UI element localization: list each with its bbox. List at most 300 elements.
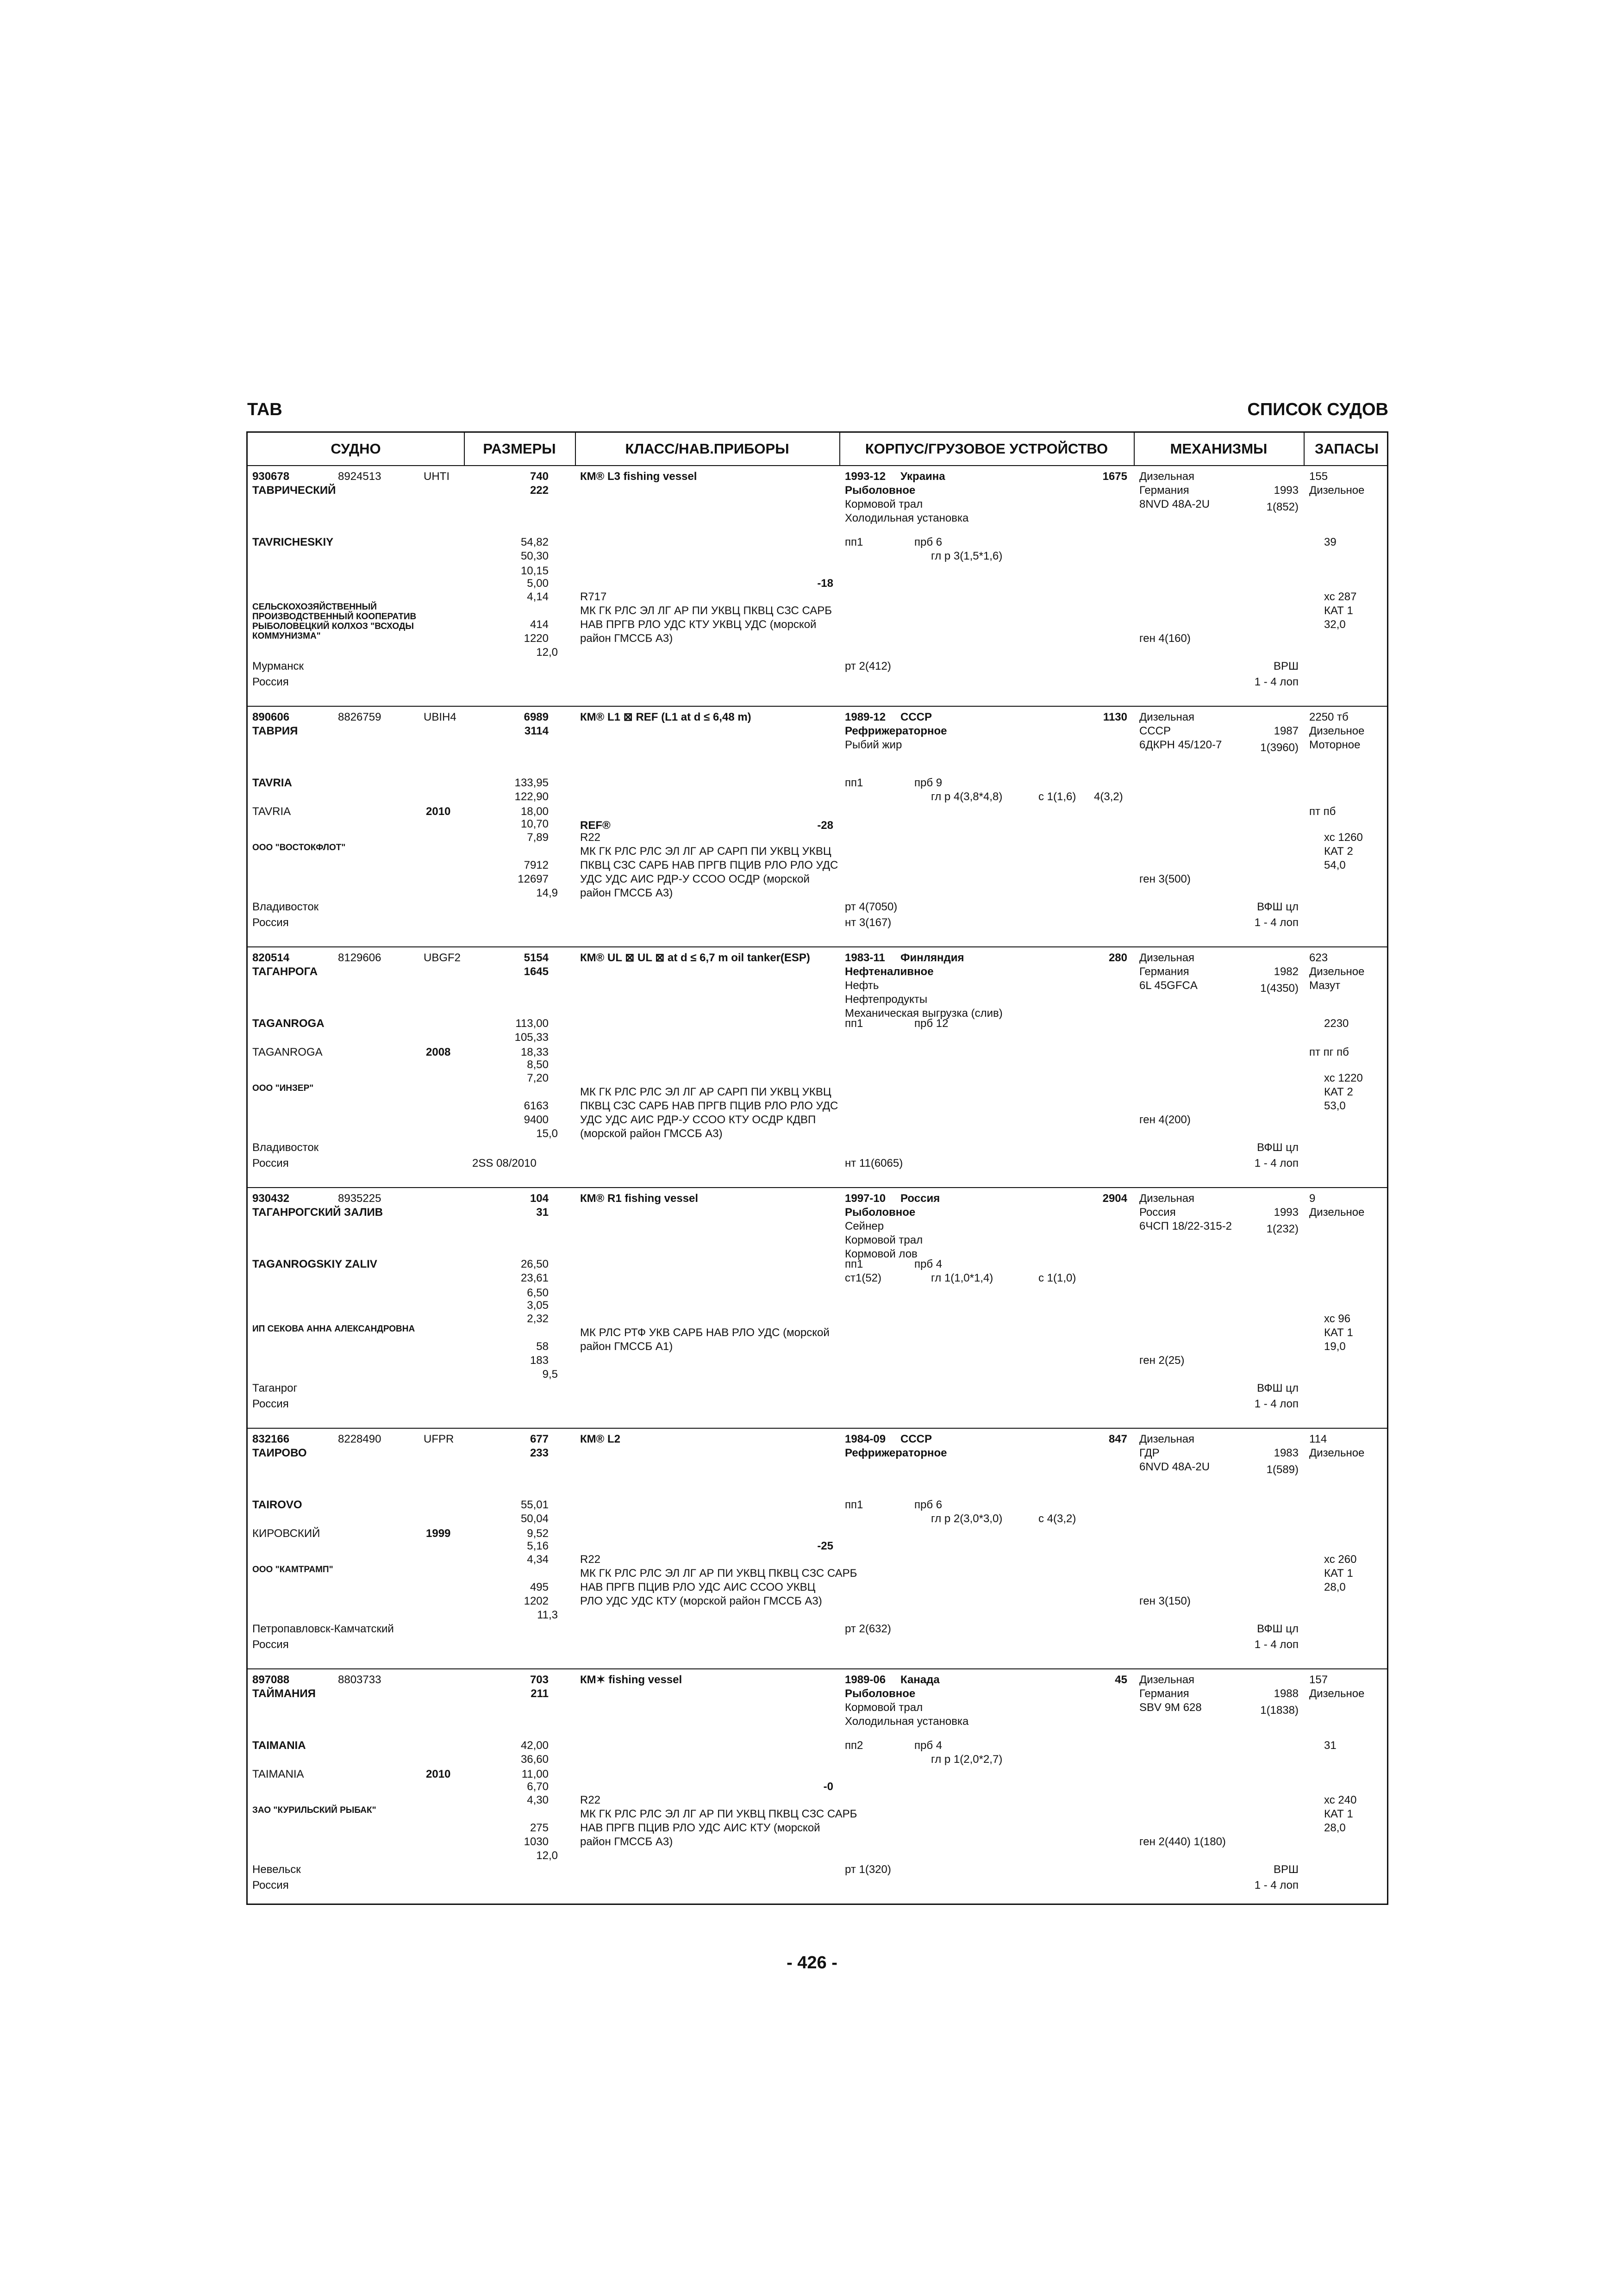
flag-country: Россия bbox=[252, 676, 289, 688]
engine-model: 8NVD 48A-2U bbox=[1139, 498, 1210, 510]
engine-model: 6L 45GFCA bbox=[1139, 979, 1198, 992]
fuel-capacity: 114 bbox=[1309, 1433, 1327, 1445]
survey-note: 2SS 08/2010 bbox=[472, 1157, 537, 1170]
engine-year: 1993 bbox=[1274, 484, 1299, 497]
reg-number: 897088 bbox=[252, 1674, 290, 1686]
net-tonnage: 222 bbox=[530, 484, 549, 497]
reg-number: 930678 bbox=[252, 470, 290, 483]
dimension-value: 5,16 bbox=[527, 1540, 549, 1552]
port-of-registry: Владивосток bbox=[252, 1141, 319, 1154]
former-name-year: 2010 bbox=[426, 1768, 451, 1780]
engine-model: 6ДКРН 45/120-7 bbox=[1139, 739, 1222, 751]
cargo-feature: Кормовой трал bbox=[845, 498, 923, 510]
cargo-feature: Кормовой лов bbox=[845, 1248, 918, 1260]
flag-country: Россия bbox=[252, 1157, 289, 1170]
supply-line: 28,0 bbox=[1324, 1581, 1346, 1593]
call-sign: UBIH4 bbox=[424, 711, 456, 723]
dimension-value: 7,20 bbox=[527, 1072, 549, 1084]
crane-info: с 1(1,6) bbox=[1038, 790, 1076, 803]
vessel-name: ТАИРОВО bbox=[252, 1447, 307, 1459]
former-name: КИРОВСКИЙ bbox=[252, 1527, 320, 1540]
fuel-kind: Дизельное bbox=[1309, 484, 1365, 497]
dimension-value: 133,95 bbox=[514, 777, 549, 789]
imo-number: 8826759 bbox=[338, 711, 381, 723]
supply-line: хс 260 bbox=[1324, 1553, 1357, 1566]
engine-type: Дизельная bbox=[1139, 952, 1195, 964]
record-divider bbox=[248, 1668, 1387, 1669]
propeller-blades: 1 - 4 лоп bbox=[1254, 1157, 1299, 1170]
dimension-value: 9400 bbox=[524, 1114, 549, 1126]
dimension-value: 55,01 bbox=[520, 1499, 549, 1511]
nav-equipment-line: НАВ ПРГВ ПЦИВ РЛО УДС АИС КТУ (морской bbox=[580, 1822, 820, 1834]
class-notation: КМ® L2 bbox=[580, 1433, 620, 1445]
vessel-name: ТАГАНРОГСКИЙ ЗАЛИВ bbox=[252, 1206, 383, 1219]
engine-model: SBV 9M 628 bbox=[1139, 1701, 1202, 1714]
page-number: - 426 - bbox=[787, 1953, 837, 1972]
port-of-registry: Петропавловск-Камчатский bbox=[252, 1623, 394, 1635]
vessel-name-latin: TAGANROGSKIY ZALIV bbox=[252, 1258, 377, 1270]
nav-equipment-line: РЛО УДС УДС КТУ (морской район ГМССБ А3) bbox=[580, 1595, 822, 1607]
net-tonnage: 233 bbox=[530, 1447, 549, 1459]
gross-tonnage: 104 bbox=[530, 1192, 549, 1205]
supply-line: КАТ 1 bbox=[1324, 604, 1353, 617]
dimension-value: 10,70 bbox=[520, 818, 549, 830]
former-name: TAVRIA bbox=[252, 805, 291, 818]
engine-model: 6NVD 48A-2U bbox=[1139, 1461, 1210, 1473]
fuel-kind: Дизельное bbox=[1309, 1206, 1365, 1219]
crane-info: с 1(1,0) bbox=[1038, 1272, 1076, 1284]
record-divider bbox=[248, 706, 1387, 707]
dimension-value: 10,15 bbox=[520, 565, 549, 577]
vessel-name-latin: TAIMANIA bbox=[252, 1739, 306, 1752]
deck-count: пп1 bbox=[845, 1017, 863, 1030]
build-date: 1989-12 bbox=[845, 711, 886, 723]
col-divider bbox=[839, 433, 840, 465]
vessel-name-latin: TAVRIA bbox=[252, 777, 292, 789]
propeller-type: ВФШ цл bbox=[1257, 1382, 1299, 1394]
supply-line: хс 287 bbox=[1324, 591, 1357, 603]
deck-count: пп1 bbox=[845, 1258, 863, 1270]
col-header-hull: КОРПУС/ГРУЗОВОЕ УСТРОЙСТВО bbox=[865, 441, 1108, 457]
cargo-feature: Механическая выгрузка (слив) bbox=[845, 1007, 1003, 1020]
propeller-type: ВФШ цл bbox=[1257, 901, 1299, 913]
engine-type: Дизельная bbox=[1139, 1433, 1195, 1445]
nav-equipment-line: ПКВЦ СЗС САРБ НАВ ПРГВ ПЦИВ РЛО РЛО УДС bbox=[580, 859, 838, 871]
engine-model: 6ЧСП 18/22-315-2 bbox=[1139, 1220, 1232, 1232]
supply-line: КАТ 1 bbox=[1324, 1326, 1353, 1339]
generators: ген 4(200) bbox=[1139, 1114, 1191, 1126]
build-country: Финляндия bbox=[900, 952, 964, 964]
owner-name: ООО "ИНЗЕР" bbox=[252, 1083, 314, 1093]
owner-name: ИП СЕКОВА АННА АЛЕКСАНДРОВНА bbox=[252, 1324, 415, 1334]
build-date: 1997-10 bbox=[845, 1192, 886, 1205]
tank-info: рт 2(412) bbox=[845, 660, 891, 672]
supply-line: хс 1260 bbox=[1324, 831, 1363, 844]
col-header-class: КЛАСС/НАВ.ПРИБОРЫ bbox=[625, 441, 789, 457]
cargo-feature: Сейнер bbox=[845, 1220, 884, 1232]
dimension-value: 1220 bbox=[524, 632, 549, 645]
supply-line: КАТ 1 bbox=[1324, 1567, 1353, 1580]
hull-number: 1130 bbox=[1103, 711, 1127, 723]
register-table bbox=[246, 431, 1388, 1905]
vessel-type: Рыболовное bbox=[845, 484, 916, 497]
hatch-info: гл р 3(1,5*1,6) bbox=[931, 550, 1003, 562]
col-header-machinery: МЕХАНИЗМЫ bbox=[1170, 441, 1268, 457]
col-divider bbox=[464, 433, 465, 465]
gross-tonnage: 6989 bbox=[524, 711, 549, 723]
dimension-value: 3,05 bbox=[527, 1299, 549, 1312]
former-name: TAIMANIA bbox=[252, 1768, 304, 1780]
generators: ген 3(500) bbox=[1139, 873, 1191, 885]
nav-equipment-line: (морской район ГМССБ А3) bbox=[580, 1127, 723, 1140]
engine-type: Дизельная bbox=[1139, 470, 1195, 483]
class-notation: КМ® R1 fishing vessel bbox=[580, 1192, 699, 1205]
dimension-value: 9,52 bbox=[527, 1527, 549, 1540]
fuel-kind: Дизельное bbox=[1309, 725, 1365, 737]
net-tonnage: 3114 bbox=[524, 725, 549, 737]
hold-count: прб 12 bbox=[914, 1017, 949, 1030]
dimension-value: 12,0 bbox=[536, 646, 558, 659]
dimension-value: 58 bbox=[536, 1340, 549, 1353]
hatch-info: гл 1(1,0*1,4) bbox=[931, 1272, 993, 1284]
fuel-capacity: 157 bbox=[1309, 1674, 1328, 1686]
hull-number: 45 bbox=[1115, 1674, 1127, 1686]
propeller-blades: 1 - 4 лоп bbox=[1254, 1398, 1299, 1410]
port-of-registry: Мурманск bbox=[252, 660, 304, 672]
col-header-vessel: СУДНО bbox=[331, 441, 381, 457]
imo-number: 8924513 bbox=[338, 470, 381, 483]
propeller-blades: 1 - 4 лоп bbox=[1254, 1879, 1299, 1892]
hold-count: прб 6 bbox=[914, 536, 943, 548]
nav-equipment-line: район ГМССБ А3) bbox=[580, 632, 673, 645]
engine-year: 1993 bbox=[1274, 1206, 1299, 1219]
vessel-name: ТАВРИЯ bbox=[252, 725, 298, 737]
class-notation: КМ® UL ⊠ UL ⊠ at d ≤ 6,7 m oil tanker(ESP) bbox=[580, 952, 810, 964]
engine-type: Дизельная bbox=[1139, 1674, 1195, 1686]
nav-equipment-line: УДС УДС АИС РДР-У ССОО КТУ ОСДР КДВП bbox=[580, 1114, 816, 1126]
nav-equipment-line: УДС УДС АИС РДР-У ССОО ОСДР (морской bbox=[580, 873, 810, 885]
hold-count: прб 4 bbox=[914, 1258, 943, 1270]
propeller-blades: 1 - 4 лоп bbox=[1254, 676, 1299, 688]
fuel-kind: Дизельное bbox=[1309, 965, 1365, 978]
vessel-record bbox=[248, 707, 1390, 947]
refrigeration-temp: -25 bbox=[817, 1540, 833, 1552]
gross-tonnage: 703 bbox=[530, 1674, 549, 1686]
supply-line: 53,0 bbox=[1324, 1100, 1346, 1112]
dimension-value: 4,14 bbox=[527, 591, 549, 603]
engine-power: 1(4350) bbox=[1260, 982, 1299, 995]
dimension-value: 50,04 bbox=[520, 1512, 549, 1525]
deck-count: пп1 bbox=[845, 1499, 863, 1511]
refrigeration-temp: -0 bbox=[823, 1780, 833, 1793]
dimension-value: 23,61 bbox=[520, 1272, 549, 1284]
dimension-value: 6,50 bbox=[527, 1287, 549, 1299]
hatch-info: гл р 2(3,0*3,0) bbox=[931, 1512, 1003, 1525]
page-header-left: ТАВ bbox=[247, 400, 282, 419]
fuel-reserve: 31 bbox=[1324, 1739, 1337, 1752]
dimension-value: 4,30 bbox=[527, 1794, 549, 1806]
col-header-dimensions: РАЗМЕРЫ bbox=[483, 441, 556, 457]
generators: ген 2(25) bbox=[1139, 1354, 1185, 1367]
engine-power: 1(232) bbox=[1266, 1223, 1299, 1235]
dimension-value: 7,89 bbox=[527, 831, 549, 844]
engine-power: 1(852) bbox=[1266, 501, 1299, 513]
hold-count: прб 9 bbox=[914, 777, 943, 789]
cargo-feature: Холодильная установка bbox=[845, 512, 969, 524]
propeller-type: ВФШ цл bbox=[1257, 1623, 1299, 1635]
supply-line: КАТ 2 bbox=[1324, 1086, 1353, 1098]
flag-country: Россия bbox=[252, 1638, 289, 1651]
cargo-feature: Холодильная установка bbox=[845, 1715, 969, 1728]
build-country: СССР bbox=[900, 711, 932, 723]
vessel-name: ТАВРИЧЕСКИЙ bbox=[252, 484, 336, 497]
dimension-value: 42,00 bbox=[520, 1739, 549, 1752]
owner-name: ООО "КАМТРАМП" bbox=[252, 1565, 333, 1574]
flag-country: Россия bbox=[252, 1879, 289, 1892]
supply-line: хс 240 bbox=[1324, 1794, 1357, 1806]
net-tonnage: 211 bbox=[531, 1687, 549, 1700]
supply-line: 19,0 bbox=[1324, 1340, 1346, 1353]
tank-info-secondary: нт 3(167) bbox=[845, 916, 892, 929]
supply-line: 54,0 bbox=[1324, 859, 1346, 871]
tank-info: рт 1(320) bbox=[845, 1863, 891, 1876]
build-country: Украина bbox=[900, 470, 945, 483]
hull-number: 280 bbox=[1108, 952, 1127, 964]
crane-info: с 4(3,2) bbox=[1038, 1512, 1076, 1525]
dimension-value: 7912 bbox=[524, 859, 549, 871]
former-name-year: 2010 bbox=[426, 805, 451, 818]
propeller-type: ВРШ bbox=[1273, 660, 1299, 672]
col-divider bbox=[1134, 433, 1135, 465]
vessel-name-latin: TAGANROGA bbox=[252, 1017, 325, 1030]
engine-country: СССР bbox=[1139, 725, 1171, 737]
vessel-name: ТАЙМАНИЯ bbox=[252, 1687, 316, 1700]
reg-number: 930432 bbox=[252, 1192, 290, 1205]
hatch-info: гл р 1(2,0*2,7) bbox=[931, 1753, 1003, 1766]
dimension-value: 495 bbox=[530, 1581, 549, 1593]
reg-number: 832166 bbox=[252, 1433, 290, 1445]
dimension-value: 15,0 bbox=[536, 1127, 558, 1140]
col-divider bbox=[575, 433, 576, 465]
refrigerant-code: R22 bbox=[580, 831, 601, 844]
hold-count: прб 6 bbox=[914, 1499, 943, 1511]
supply-line: КАТ 1 bbox=[1324, 1808, 1353, 1820]
build-date: 1984-09 bbox=[845, 1433, 886, 1445]
nav-equipment-line: район ГМССБ А3) bbox=[580, 887, 673, 899]
imo-number: 8935225 bbox=[338, 1192, 381, 1205]
imo-number: 8803733 bbox=[338, 1674, 381, 1686]
engine-power: 1(1838) bbox=[1260, 1704, 1299, 1717]
build-country: Канада bbox=[900, 1674, 940, 1686]
imo-number: 8129606 bbox=[338, 952, 381, 964]
flag-country: Россия bbox=[252, 916, 289, 929]
reg-number: 890606 bbox=[252, 711, 290, 723]
engine-country: ГДР bbox=[1139, 1447, 1160, 1459]
vessel-name-latin: TAVRICHESKIY bbox=[252, 536, 334, 548]
fuel-capacity: 155 bbox=[1309, 470, 1328, 483]
fuel-reserve: 2230 bbox=[1324, 1017, 1349, 1030]
build-date: 1993-12 bbox=[845, 470, 886, 483]
supply-line: 32,0 bbox=[1324, 618, 1346, 631]
dimension-value: 26,50 bbox=[520, 1258, 549, 1270]
propeller-type: ВФШ цл bbox=[1257, 1141, 1299, 1154]
vessel-type: Рыболовное bbox=[845, 1687, 916, 1700]
dimension-value: 414 bbox=[530, 618, 549, 631]
owner-name: СЕЛЬСКОХОЗЯЙСТВЕННЫЙ ПРОИЗВОДСТВЕННЫЙ КООПЕРАТИВ РЫБОЛОВЕЦКИЙ КОЛХОЗ "ВСХОДЫ КОММУНИЗМА" bbox=[252, 602, 417, 641]
vessel-type: Нефтеналивное bbox=[845, 965, 934, 978]
nav-equipment-line: НАВ ПРГВ РЛО УДС КТУ УКВЦ УДС (морской bbox=[580, 618, 817, 631]
cargo-feature: Нефтепродукты bbox=[845, 993, 928, 1006]
dimension-value: 54,82 bbox=[520, 536, 549, 548]
hull-number: 2904 bbox=[1102, 1192, 1127, 1205]
former-name: TAGANROGA bbox=[252, 1046, 323, 1058]
fuel-capacity: 2250 тб bbox=[1309, 711, 1349, 723]
build-date: 1983-11 bbox=[845, 952, 885, 964]
port-of-registry: Владивосток bbox=[252, 901, 319, 913]
dimension-value: 18,00 bbox=[520, 805, 549, 818]
tank-info: рт 2(632) bbox=[845, 1623, 891, 1635]
dimension-value: 50,30 bbox=[520, 550, 549, 562]
dimension-value: 5,00 bbox=[527, 577, 549, 590]
engine-country: Германия bbox=[1139, 484, 1189, 497]
fuel-equipment: пт пг пб bbox=[1309, 1046, 1349, 1058]
vessel-record bbox=[248, 947, 1390, 1188]
gross-tonnage: 740 bbox=[530, 470, 549, 483]
dimension-value: 9,5 bbox=[542, 1368, 558, 1381]
fuel-kind: Дизельное bbox=[1309, 1687, 1365, 1700]
net-tonnage: 1645 bbox=[524, 965, 549, 978]
dimension-value: 14,9 bbox=[536, 887, 558, 899]
vessel-record bbox=[248, 466, 1390, 706]
fuel-kind: Дизельное bbox=[1309, 1447, 1365, 1459]
generators: ген 3(150) bbox=[1139, 1595, 1191, 1607]
dimension-value: 8,50 bbox=[527, 1058, 549, 1071]
supply-line: хс 96 bbox=[1324, 1313, 1351, 1325]
flag-country: Россия bbox=[252, 1398, 289, 1410]
dimension-value: 12697 bbox=[518, 873, 549, 885]
refrigerant-code: R717 bbox=[580, 591, 607, 603]
imo-number: 8228490 bbox=[338, 1433, 381, 1445]
page-header-right: СПИСОК СУДОВ bbox=[1247, 400, 1388, 419]
build-country: Россия bbox=[900, 1192, 940, 1205]
engine-type: Дизельная bbox=[1139, 711, 1195, 723]
build-date: 1989-06 bbox=[845, 1674, 886, 1686]
supply-line: хс 1220 bbox=[1324, 1072, 1363, 1084]
dimension-value: 122,90 bbox=[514, 790, 549, 803]
dimension-value: 12,0 bbox=[536, 1849, 558, 1862]
engine-year: 1983 bbox=[1274, 1447, 1299, 1459]
cargo-feature: Кормовой трал bbox=[845, 1234, 923, 1246]
dimension-value: 1202 bbox=[524, 1595, 549, 1607]
dimension-value: 4,34 bbox=[527, 1553, 549, 1566]
engine-year: 1988 bbox=[1274, 1687, 1299, 1700]
nav-equipment-line: МК ГК РЛС РЛС ЭЛ ЛГ АР САРП ПИ УКВЦ УКВЦ bbox=[580, 1086, 831, 1098]
nav-equipment-line: район ГМССБ А3) bbox=[580, 1836, 673, 1848]
gross-tonnage: 677 bbox=[530, 1433, 549, 1445]
dimension-value: 18,33 bbox=[520, 1046, 549, 1058]
deck-count: пп2 bbox=[845, 1739, 863, 1752]
engine-year: 1982 bbox=[1274, 965, 1299, 978]
record-divider bbox=[248, 1428, 1387, 1429]
deck-count-secondary: ст1(52) bbox=[845, 1272, 882, 1284]
fuel-capacity: 9 bbox=[1309, 1192, 1316, 1205]
supply-line: КАТ 2 bbox=[1324, 845, 1353, 858]
call-sign: UBGF2 bbox=[424, 952, 461, 964]
dimension-value: 113,00 bbox=[515, 1017, 549, 1030]
vessel-name-latin: TAIROVO bbox=[252, 1499, 302, 1511]
vessel-name: ТАГАНРОГА bbox=[252, 965, 318, 978]
propeller-type: ВРШ bbox=[1273, 1863, 1299, 1876]
fuel-kind-secondary: Мазут bbox=[1309, 979, 1341, 992]
refrigerant-code: R22 bbox=[580, 1553, 601, 1566]
vessel-record bbox=[248, 1429, 1390, 1669]
hatch-info: гл р 4(3,8*4,8) bbox=[931, 790, 1003, 803]
port-of-registry: Таганрог bbox=[252, 1382, 298, 1394]
dimension-value: 6163 bbox=[524, 1100, 549, 1112]
refrigeration-temp-secondary: -28 bbox=[817, 819, 833, 832]
port-of-registry: Невельск bbox=[252, 1863, 301, 1876]
record-divider bbox=[248, 1187, 1387, 1188]
engine-year: 1987 bbox=[1274, 725, 1299, 737]
class-notation: КМ✶ fishing vessel bbox=[580, 1674, 682, 1686]
class-notation: КМ® L3 fishing vessel bbox=[580, 470, 697, 483]
dimension-value: 2,32 bbox=[527, 1313, 549, 1325]
fuel-reserve: 39 bbox=[1324, 536, 1337, 548]
dimension-value: 36,60 bbox=[520, 1753, 549, 1766]
record-divider bbox=[248, 946, 1387, 947]
generators: ген 2(440) 1(180) bbox=[1139, 1836, 1226, 1848]
dimension-value: 1030 bbox=[524, 1836, 549, 1848]
call-sign: UFPR bbox=[424, 1433, 454, 1445]
nav-equipment-line: НАВ ПРГВ ПЦИВ РЛО УДС АИС ССОО УКВЦ bbox=[580, 1581, 816, 1593]
engine-country: Германия bbox=[1139, 965, 1189, 978]
propeller-blades: 1 - 4 лоп bbox=[1254, 916, 1299, 929]
refrigeration-temp: -18 bbox=[817, 577, 833, 590]
col-divider bbox=[1304, 433, 1305, 465]
vessel-type: Рефрижераторное bbox=[845, 725, 947, 737]
hull-number: 847 bbox=[1108, 1433, 1127, 1445]
vessel-type: Рефрижераторное bbox=[845, 1447, 947, 1459]
dimension-value: 11,00 bbox=[521, 1768, 549, 1780]
propeller-blades: 1 - 4 лоп bbox=[1254, 1638, 1299, 1651]
owner-name: ЗАО "КУРИЛЬСКИЙ РЫБАК" bbox=[252, 1805, 376, 1815]
supply-line: 28,0 bbox=[1324, 1822, 1346, 1834]
cargo-feature: Рыбий жир bbox=[845, 739, 902, 751]
fuel-equipment: пт пб bbox=[1309, 805, 1336, 818]
hull-number: 1675 bbox=[1102, 470, 1127, 483]
gross-tonnage: 5154 bbox=[524, 952, 549, 964]
refrigerant-code: R22 bbox=[580, 1794, 601, 1806]
engine-country: Германия bbox=[1139, 1687, 1189, 1700]
vessel-record bbox=[248, 1669, 1390, 1910]
build-country: СССР bbox=[900, 1433, 932, 1445]
engine-country: Россия bbox=[1139, 1206, 1176, 1219]
engine-type: Дизельная bbox=[1139, 1192, 1195, 1205]
hold-count: прб 4 bbox=[914, 1739, 943, 1752]
generators: ген 4(160) bbox=[1139, 632, 1191, 645]
former-name-year: 2008 bbox=[426, 1046, 451, 1058]
dimension-value: 11,3 bbox=[537, 1609, 558, 1621]
cargo-feature: Кормовой трал bbox=[845, 1701, 923, 1714]
vessel-type: Рыболовное bbox=[845, 1206, 916, 1219]
reg-number: 820514 bbox=[252, 952, 290, 964]
owner-name: ООО "ВОСТОКФЛОТ" bbox=[252, 843, 346, 852]
nav-equipment-line: МК РЛС РТФ УКВ САРБ НАВ РЛО УДС (морской bbox=[580, 1326, 830, 1339]
nav-equipment-line: МК ГК РЛС РЛС ЭЛ ЛГ АР ПИ УКВЦ ПКВЦ СЗС САРБ bbox=[580, 1808, 857, 1820]
vessel-record bbox=[248, 1188, 1390, 1428]
col-header-supplies: ЗАПАСЫ bbox=[1314, 441, 1379, 457]
nav-equipment-line: МК ГК РЛС РЛС ЭЛ ЛГ АР ПИ УКВЦ ПКВЦ СЗС САРБ bbox=[580, 1567, 857, 1580]
